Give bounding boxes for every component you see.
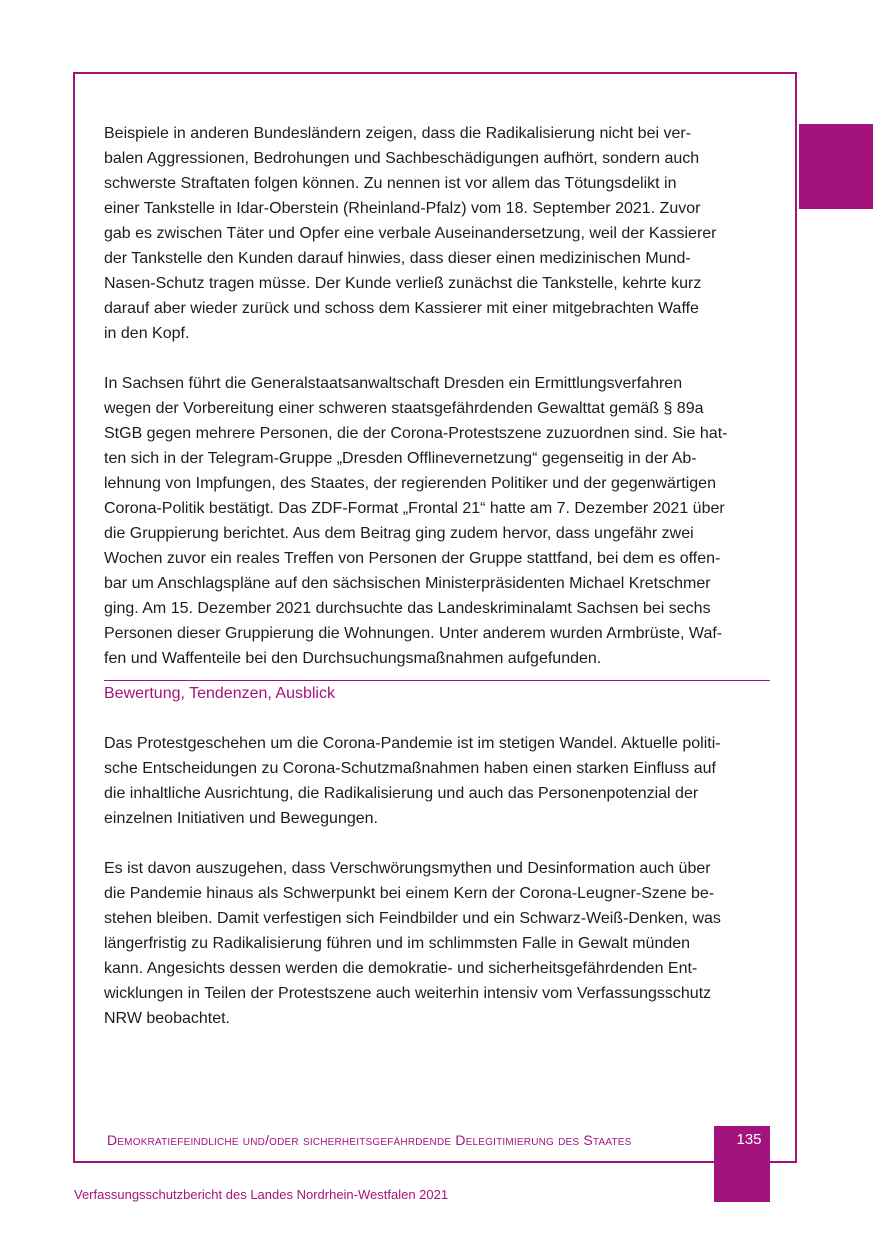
text-line: die Pandemie hinaus als Schwerpunkt bei einem Kern der Corona-Leugner-Szene be- [104, 885, 715, 902]
text-line: bar um Anschlagspläne auf den sächsischen Ministerpräsidenten Michael Kretschmer [104, 575, 711, 592]
text-line: einer Tankstelle in Idar-Oberstein (Rheinland-Pfalz) vom 18. September 2021. Zuvor [104, 200, 701, 217]
paragraph-protestgeschehen [104, 731, 770, 831]
text-line: ten sich in der Telegram-Gruppe „Dresden Offlinevernetzung“ gegenseitig in der Ab- [104, 450, 697, 467]
text-line: NRW beobachtet. [104, 1010, 230, 1027]
section-subheading: Bewertung, Tendenzen, Ausblick [104, 685, 335, 702]
text-line: Das Protestgeschehen um die Corona-Pandemie ist im stetigen Wandel. Aktuelle politi- [104, 735, 721, 752]
text-line: einzelnen Initiativen und Bewegungen. [104, 810, 378, 827]
paragraph-spacer [104, 346, 770, 371]
chapter-tab-marker [799, 124, 873, 209]
paragraph-tankstelle [104, 121, 770, 346]
text-line: Wochen zuvor ein reales Treffen von Personen der Gruppe stattfand, bei dem es offen- [104, 550, 721, 567]
text-line: stehen bleiben. Damit verfestigen sich Feindbilder und ein Schwarz-Weiß-Denken, was [104, 910, 721, 927]
text-line: Es ist davon auszugehen, dass Verschwörungsmythen und Desinformation auch über [104, 860, 711, 877]
text-line: der Tankstelle den Kunden darauf hinwies, dass dieser einen medizinischen Mund- [104, 250, 691, 267]
page-number-box [714, 1126, 770, 1202]
text-line: die Gruppierung berichtet. Aus dem Beitrag ging zudem hervor, dass ungefähr zwei [104, 525, 694, 542]
main-content [104, 121, 770, 1031]
text-line: längerfristig zu Radikalisierung führen und im schlimmsten Falle in Gewalt münden [104, 935, 691, 952]
text-line: Nasen-Schutz tragen müsse. Der Kunde verließ zunächst die Tankstelle, kehrte kurz [104, 275, 702, 292]
text-line: Personen dieser Gruppierung die Wohnungen. Unter anderem wurden Armbrüste, Waf- [104, 625, 723, 642]
page-number: 135 [736, 1131, 762, 1148]
text-line: wegen der Vorbereitung einer schweren staatsgefährdenden Gewalttat gemäß § 89a [104, 400, 704, 417]
text-line: In Sachsen führt die Generalstaatsanwaltschaft Dresden ein Ermittlungsverfahren [104, 375, 683, 392]
text-line: schwerste Straftaten folgen können. Zu nennen ist vor allem das Tötungsdelikt in [104, 175, 677, 192]
paragraph-ausblick [104, 856, 770, 1031]
text-line: StGB gegen mehrere Personen, die der Corona-Protestszene zuzuordnen sind. Sie hat- [104, 425, 728, 442]
text-line: fen und Waffenteile bei den Durchsuchungsmaßnahmen aufgefunden. [104, 650, 602, 667]
paragraph-spacer [104, 831, 770, 856]
text-line: darauf aber wieder zurück und schoss dem Kassierer mit einer mitgebrachten Waffe [104, 300, 699, 317]
text-line: die inhaltliche Ausrichtung, die Radikalisierung und auch das Personenpotenzial der [104, 785, 699, 802]
paragraph-spacer [104, 706, 770, 731]
text-line: sche Entscheidungen zu Corona-Schutzmaßnahmen haben einen starken Einfluss auf [104, 760, 716, 777]
text-line: balen Aggressionen, Bedrohungen und Sachbeschädigungen aufhört, sondern auch [104, 150, 700, 167]
publication-title: Verfassungsschutzbericht des Landes Nordrhein-Westfalen 2021 [74, 1187, 449, 1202]
text-line: gab es zwischen Täter und Opfer eine verbale Auseinandersetzung, weil der Kassierer [104, 225, 717, 242]
text-line: ging. Am 15. Dezember 2021 durchsuchte das Landeskriminalamt Sachsen bei sechs [104, 600, 711, 617]
text-line: in den Kopf. [104, 325, 190, 342]
text-line: Corona-Politik bestätigt. Das ZDF-Format „Frontal 21“ hatte am 7. Dezember 2021 über [104, 500, 725, 517]
text-line: wicklungen in Teilen der Protestszene auch weiterhin intensiv vom Verfassungsschutz [104, 985, 712, 1002]
chapter-title-footer: Demokratiefeindliche und/oder sicherheitsgefährdende Delegitimierung des Staates [107, 1132, 632, 1148]
text-line: Beispiele in anderen Bundesländern zeigen, dass die Radikalisierung nicht bei ver- [104, 125, 692, 142]
text-line: kann. Angesichts dessen werden die demokratie- und sicherheitsgefährdenden Ent- [104, 960, 698, 977]
text-line: lehnung von Impfungen, des Staates, der regierenden Politiker und der gegenwärtigen [104, 475, 716, 492]
paragraph-sachsen [104, 371, 770, 671]
